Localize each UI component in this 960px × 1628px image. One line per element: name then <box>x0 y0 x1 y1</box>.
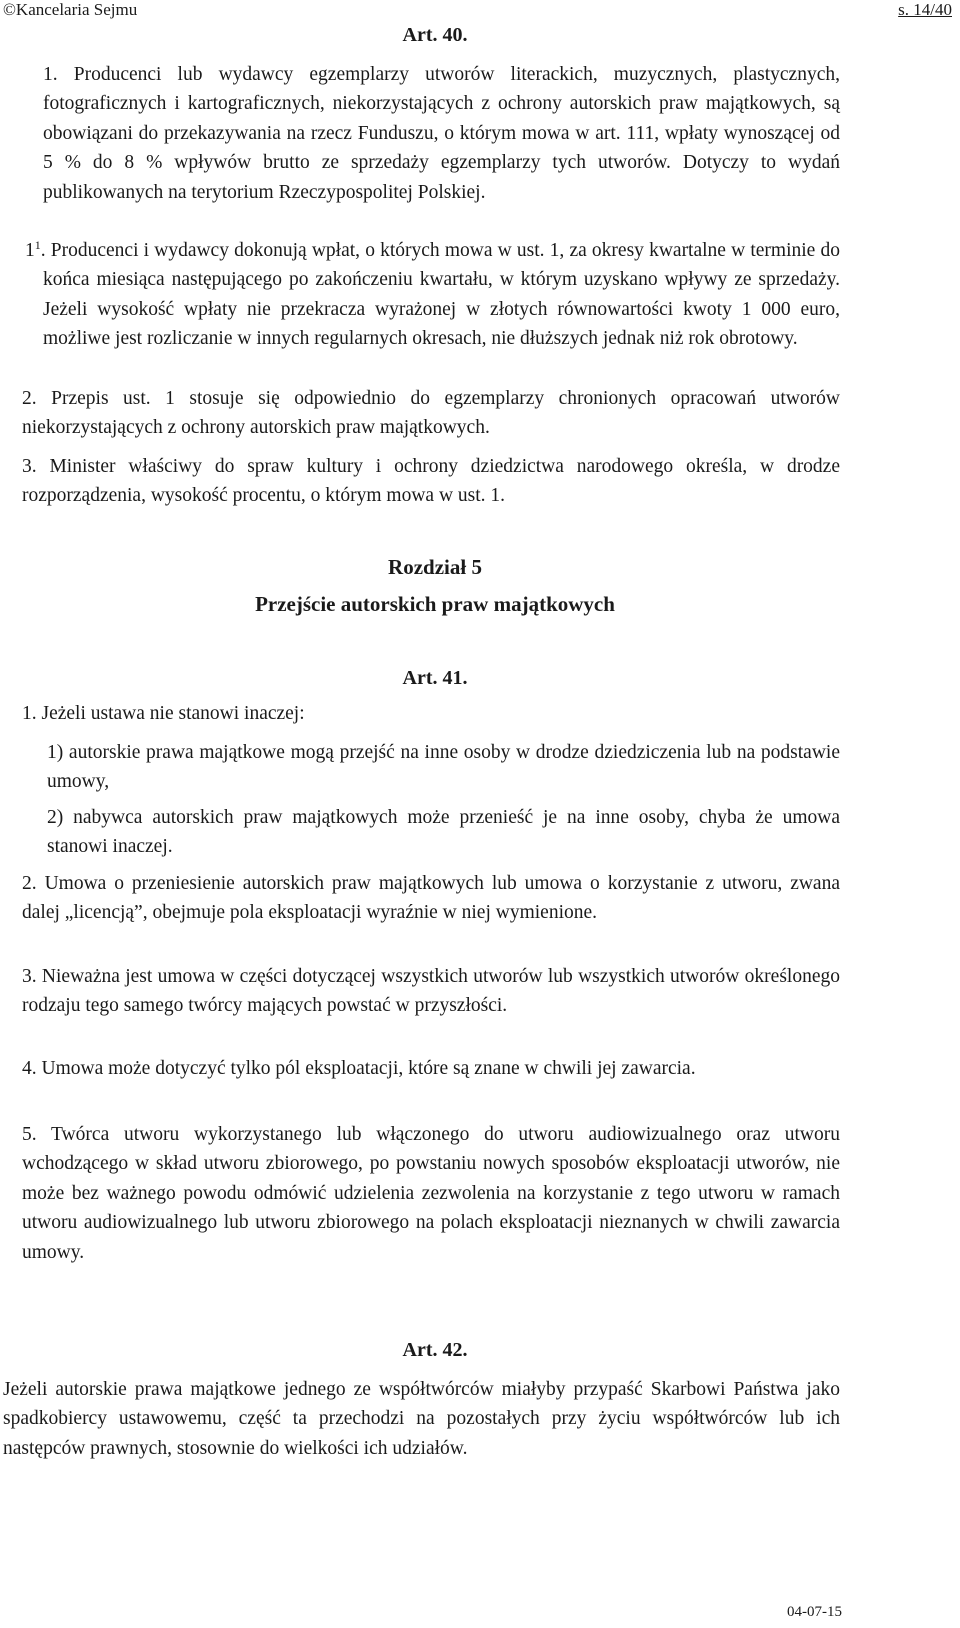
article-42-title: Art. 42. <box>402 1339 468 1361</box>
art41-paragraph-2: 2. Umowa o przeniesienie autorskich praw majątkowych lub umowa o korzystanie z utworu, zwana dalej „licencją”, obejmuje pola eksploatacji wyraźnie w niej wymienione. <box>22 873 840 924</box>
chapter-number: Rozdział 5 <box>388 555 482 579</box>
art40-paragraph-1: 1. Producenci lub wydawcy egzemplarzy utworów literackich, muzycznych, plastycznych, fotograficznych i kartograficznych, niekorzystających z ochrony autorskich praw majątkowych, są obowiązani do przekazywania na rzecz Funduszu, o którym mowa w art. 111, wpłaty wynoszącej od 5 % do 8 % wpływów brutto ze sprzedaży egzemplarzy tych utworów. Dotyczy to wydań publikowanych na terytorium Rzeczypospolitej Polskiej. <box>43 64 840 203</box>
art42-paragraph: Jeżeli autorskie prawa majątkowe jednego ze współtwórców miałyby przypaść Skarbowi Państwa jako spadkobiercy ustawowemu, część ta przechodzi na pozostałych przy życiu współtwórców lub ich następców prawnych, stosownie do wielkości ich udziałów. <box>3 1379 840 1459</box>
page-footer-date: 04-07-15 <box>787 1604 842 1620</box>
art40-paragraph-1-1 <box>25 236 840 354</box>
art40-paragraph-1-1-number: 1 <box>25 240 35 261</box>
article-41-title: Art. 41. <box>402 667 468 689</box>
publisher-label: ©Kancelaria Sejmu <box>3 0 138 19</box>
page-header <box>0 0 960 22</box>
art41-paragraph-1: 1. Jeżeli ustawa nie stanowi inaczej: <box>22 703 305 724</box>
art41-paragraph-3: 3. Nieważna jest umowa w części dotyczącej wszystkich utworów lub wszystkich utworów określonego rodzaju tego samego twórcy mających powstać w przyszłości. <box>22 966 840 1017</box>
art40-paragraph-1-1-text: . Producenci i wydawcy dokonują wpłat, o których mowa w ust. 1, za okresy kwartalne w terminie do końca miesiąca następującego po zakończeniu kwartału, w którym uzyskano wpływy ze sprzedaży. Jeżeli wysokość wpłaty nie przekracza wyrażonej w złotych równowartości kwoty 1 000 euro, możliwe jest rozliczanie w innych regularnych okresach, nie dłuższych jednak niż rok obrotowy. <box>40 240 840 350</box>
article-40-title: Art. 40. <box>402 24 468 46</box>
art41-point-1: 1) autorskie prawa majątkowe mogą przejść na inne osoby w drodze dziedziczenia lub na podstawie umowy, <box>47 742 840 793</box>
page-number-text: s. 14/40 <box>898 0 952 19</box>
chapter-title: Przejście autorskich praw majątkowych <box>255 592 615 616</box>
art41-paragraph-4: 4. Umowa może dotyczyć tylko pól eksploatacji, które są znane w chwili jej zawarcia. <box>22 1058 696 1079</box>
art40-paragraph-3: 3. Minister właściwy do spraw kultury i ochrony dziedzictwa narodowego określa, w drodze rozporządzenia, wysokość procentu, o którym mowa w ust. 1. <box>22 456 840 507</box>
art41-point-2: 2) nabywca autorskich praw majątkowych może przenieść je na inne osoby, chyba że umowa stanowi inaczej. <box>47 807 840 858</box>
art41-paragraph-5: 5. Twórca utworu wykorzystanego lub włączonego do utworu audiowizualnego oraz utworu wchodzącego w skład utworu zbiorowego, po powstaniu nowych sposobów eksploatacji utworów, nie może bez ważnego powodu odmówić udzielenia zezwolenia na korzystanie z tego utworu w ramach utworu audiowizualnego lub utworu zbiorowego na polach eksploatacji nieznanych w chwili zawarcia umowy. <box>22 1124 840 1263</box>
page-number <box>898 0 952 20</box>
art40-paragraph-2: 2. Przepis ust. 1 stosuje się odpowiednio do egzemplarzy chronionych opracowań utworów niekorzystających z ochrony autorskich praw majątkowych. <box>22 388 840 439</box>
art40-paragraph-1-1-superscript: 1 <box>34 238 41 252</box>
